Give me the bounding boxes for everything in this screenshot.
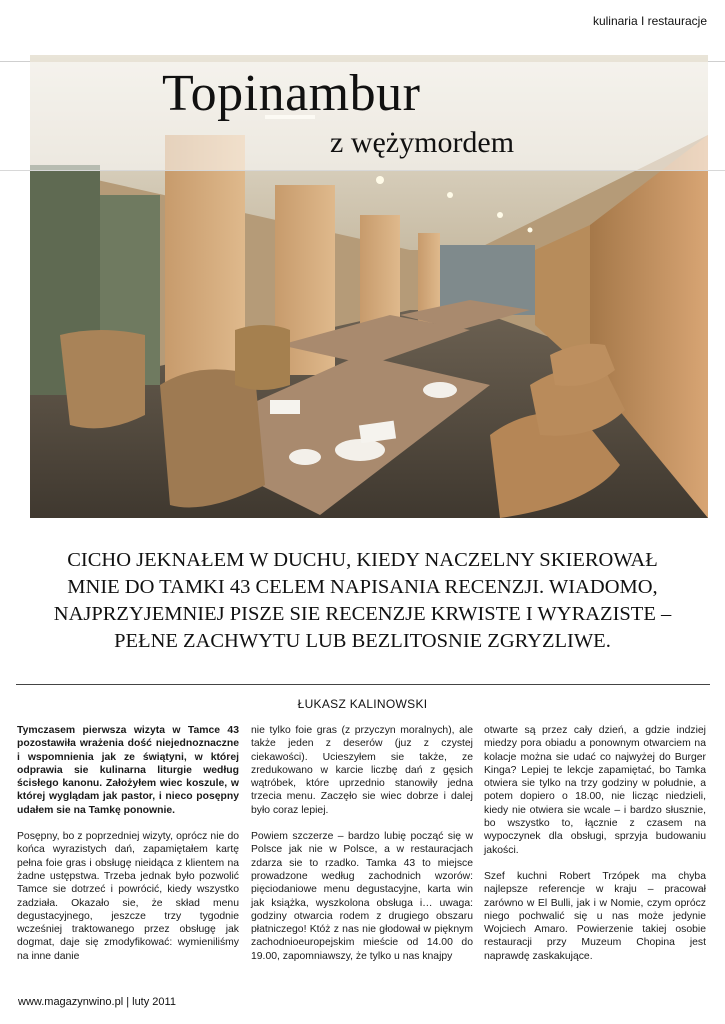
text-column-2: [251, 724, 473, 976]
author-byline: ŁUKASZ KALINOWSKI: [297, 697, 428, 711]
section-label: kulinaria I restauracje: [592, 14, 707, 28]
article-subtitle: z wężymordem: [330, 126, 515, 159]
column-paragraph: Powiem szczerze – bardzo lubię począć się w Polsce jak nie w Polsce, a w restauracjach zdarza sie to rzadko. Tamka 43 to miejsce prowadzone według zachodnich wzorów: pięciodaniowe menu degustacyjne, karta win jak książka, wyszkolona obsługa i… uwaga: godziny otwarcia rodem z drugiego obszaru płatniczego! Któż z nas nie głodował w pięknym zachodnioeuropejskim mieście od 14.00 do 19.00, zapomniawszy, że tylko u nas knajpy: [251, 831, 473, 962]
lead-paragraph: CICHO JEKNAŁEM W DUCHU, KIEDY NACZELNY SKIEROWAŁ MNIE DO TAMKI 43 CELEM NAPISANIA RECENZJI. WIADOMO, NAJPRZYJEMNIEJ PISZE SIE RECENZJE KRWISTE I WYRAZISTE – PEŁNE ZACHWYTU LUB BEZLITOSNIE ZGRYZLIWE.: [53, 549, 672, 652]
text-column-3: [484, 724, 706, 976]
column-paragraph: nie tylko foie gras (z przyczyn moralnych), ale także jeden z deserów (juz z czystej ciekawości). Ucieszyłem sie także, ze zredukowano w karcie liczbę dań z gęsich wątróbek, które uprzednio stanowiły jedna trzecia menu. Zaczęło sie wiec dobrze i dalej było coraz lepiej.: [251, 725, 473, 816]
column-paragraph: Szef kuchni Robert Trzópek ma chyba najlepsze referencje w kraju – pracował zarówno w El Bulli, jak i w Nomie, czym oprócz niego pochwalić się u nas może jedynie Wojciech Amaro. Powierzenie takiej osobie restauracji przy Muzeum Chopina jest naprawdę zaskakujące.: [484, 870, 706, 962]
article-title: Topinambur: [162, 65, 421, 122]
text-column-1: [17, 724, 239, 976]
page-footer: www.magazynwino.pl | luty 2011: [18, 996, 176, 1008]
column-paragraph: otwarte są przez cały dzień, a gdzie indziej miedzy pora obiadu a ponownym otwarciem na kolacje można sie udać co najwyżej do Burger Kinga? Lepiej te lekcje zapamiętać, bo Tamka otwiera sie tylko na trzy godziny w południe, a potem dopiero o 18.00, nie licząc niedzieli, kiedy nie otwiera sie wcale – i bardzo słusznie, bo wszystko to, łącznie z czasem na wypoczynek dla obsługi, sprzyja budowaniu jakości.: [484, 725, 706, 856]
column-paragraph: Tymczasem pierwsza wizyta w Tamce 43 pozostawiła wrażenia dość niejednoznaczne i wspomnienia jak ze świątyni, w której odprawia sie kulinarna liturgie według ścisłego kanonu. Założyłem wiec koszule, w której wyglądam jak pastor, i nieco posępny udałem sie na Tamkę ponownie.: [17, 725, 239, 816]
lead-divider: [16, 684, 710, 685]
column-paragraph: Posępny, bo z poprzedniej wizyty, oprócz nie do końca wyrazistych dań, zapamiętałem kartę pełna foie gras i obsługę nieidąca z klientem na żadne ustępstwa. Trzeba jednak było pozwolić Tamce sie dotrzeć i powrócić, kiedy wszystko zadziała. Okazało sie, że skład menu degustacyjnego, jeszcze trzy tygodnie wcześniej traktowanego przez obsługę jak dogmat, daje się zmodyfikować: wymieniliśmy na inne danie: [17, 831, 239, 962]
title-band-rule: [0, 170, 725, 171]
